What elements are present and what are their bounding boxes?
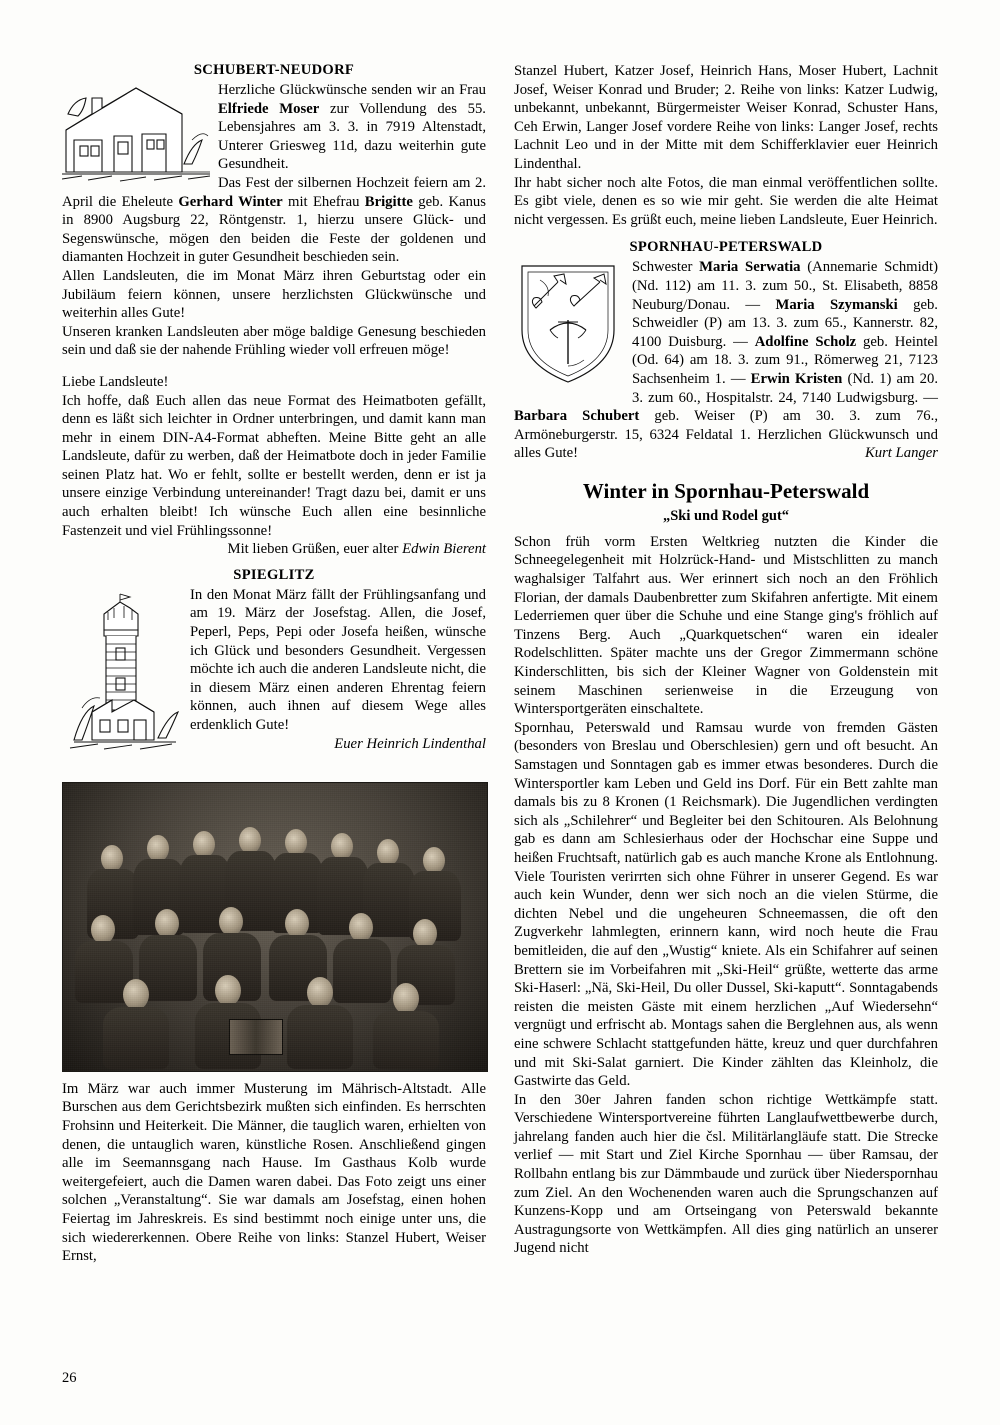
group-photo-musterung: [62, 782, 488, 1072]
paragraph-geburtstag-jubilaeum: Allen Landsleuten, die im Monat März ihren Geburtstag oder ein Jubiläum feiern können, unsere herzlichsten Glückwünsche und weiterhin alles Gute!: [62, 267, 486, 322]
paragraph-spieglitz-maerz: In den Monat März fällt der Frühlingsanfang und am 19. März der Josefstag. Allen, die Josef, Peperl, Peps, Pepi oder Josefa heißen, wünsche ich Glück und besonders Gesundheit. Vergessen möchte ich auch die anderen Landsleute nicht, die in diesem März einen anderen Ehrentag feiern können, auch ihnen auf diesem Wege alles erdenklich Gute!: [190, 586, 486, 733]
paragraph-article-3: In den 30er Jahren fanden schon richtige Wettkämpfe statt. Verschiedene Wintersportvereine führten Langlaufwettbewerbe durch, jahrelang fanden auch hier die čsl. Militärlangläufe statt. Die Strecke verlief — mit Start und Ziel Kirche Spornhau — über Ramsau, der Rollbahn entlang bis zur Dämmbaude und zurück über Niederspornhau zum Ziel. An den Wochenenden waren auch die Sprungschanzen auf Kunzens-Kopp und am Ortseingang von Peterswald bekannte Austragungsorte von Wettkämpfen. All dies ging natürlich an unserer Jugend nicht: [514, 1091, 938, 1257]
paragraph-heimatbote: Ich hoffe, daß Euch allen das neue Format des Heimatboten gefällt, denn es läßt sich leichter in Ordner unterbringen, und damit kann man mehr in einem DIN-A4-Format abheften. Meine Bitte geht an alle Landsleute, dafür zu werben, daß der Heimatbote doch in jeder Familie seinen Platz hat. Wo er fehlt, sollte er bestellt werden, denn er ist ja unsere einzige Verbindung untereinander! Tragt dazu bei, damit er uns auch erhalten bleibt! Ich wünsche Euch allen eine besinnliche Fastenzeit und viel Frühlingssonne!: [62, 392, 486, 539]
lookout-tower-drawing-icon: [68, 590, 180, 770]
two-column-layout: [62, 62, 938, 1352]
left-column: [62, 62, 486, 1266]
signature-heinrich-lindenthal: Euer Heinrich Lindenthal: [334, 735, 486, 752]
signature-edwin-bierent: Mit lieben Grüßen, euer alter Edwin Bierent: [227, 541, 486, 558]
paragraph-silberne-hochzeit: Das Fest der silbernen Hochzeit feiern am 2. April die Eheleute Gerhard Winter mit Ehefrau Brigitte geb. Kanus in 8900 Augsburg 22, Röntgenstr. 1, hierzu unsere Glück- und Segenswünsche, mögen den beiden die Feste der goldenen und diamanten Hochzeit in guter Gesundheit beschieden sein.: [62, 174, 486, 266]
paragraph-alte-fotos: Ihr habt sicher noch alte Fotos, die man einmal veröffentlichen sollte. Es gibt viele, denen es so wie mir geht. Sie werden die alte Heimat nicht vergessen. Es grüßt euch, meine lieben Landsleute, Euer Heinrich.: [514, 174, 938, 228]
paragraph-article-2: Spornhau, Peterswald und Ramsau wurde von fremden Gästen (besonders von Breslau und Oberschlesien) gern und oft besucht. An Samstagen und Sonntagen gab es immer etwas besonderes. Durch die Wintersportler kam Leben und Geld ins Dorf. Für ein Bett zahlte man damals bis zu 8 Kronen (1 Reichsmark). Die Jugendlichen verdingten sich als „Schilehrer“ und Begleiter bei den Schitouren. Als Belohnung gab es dann am Schlesierhaus oder der Hochschar eine Suppe und heißen Fruchtsaft, natürlich gab es auch manche Krone als Entlohnung. Viele Touristen verirrten sich ohne Führer in unserer Gegend. Es war auch kein Wunder, denn wer sich noch an die vielen Stürme, die dichten Nebel und die ungeheuren Schneemassen, die oft den Zugverkehr lahmlegten, erinnern kann, wird noch heute die Frau bemitleiden, die auf den „Wustig“ kniete. Als ein Schifahrer auf seinen Brettern sie im Vorbeifahren mit „Ski-Heil“ grüßte, wetterte das arme Ski-Haserl: „Nä, Ski-Heil, Du oller Dussel, Ski-kaputt“. Sonntagabends reisten die meisten Gäste mit einem herzlichen „Auf Wiedersehn“ vergnügt und erfrischt ab. Montags sahen die Berglehnen aus, als wenn eine schwere Schlacht stattgefunden hätte, kreuz und quer durchfahren und mit Ski-Salat garniert. Die Kinder zählten das Kleinholz, die Gastwirte das Geld.: [514, 719, 938, 1090]
paragraph-article-1: Schon früh vorm Ersten Weltkrieg nutzten die Kinder die Schneegelegenheit mit Holzrück-Hand- und Mistschlitten zu manch waghalsiger Talfahrt aus. Wer erinnert sich noch an den Fröhlich Florian, der damals Daubenbretter zum Skifahren anfertigte. Mit einem Lederriemen quer über die Schuhe und eine Stange ging's fröhlich auf Tinzens Berg. Auch „Quarkquetschen“ waren ein idealer Rodelschlitten. Später machte uns der Gregor Zimmermann schöne Kinderschlitten, bis sich der Kleiner Wagner von Goldenstein mit seinem Maschinen serienweise in die Erzeugung von Wintersportgeräten einschaltete.: [514, 533, 938, 718]
heading-schubert-neudorf: SCHUBERT-NEUDORF: [193, 62, 355, 78]
signature-kurt-langer: Kurt Langer: [864, 445, 938, 462]
paragraph-glueckwuensche: Herzliche Glückwünsche senden wir an Frau Elfriede Moser zur Vollendung des 55. Lebensjahres am 3. 3. in 7919 Altenstadt, Unterer Griesweg 11d, dazu weiterhin gute Gesundheit.: [218, 82, 486, 173]
paragraph-anrede: Liebe Landsleute!: [62, 373, 169, 390]
paragraph-geburtstage-spornhau: Schwester Maria Serwatia (Annemarie Schmidt) (Nd. 112) am 11. 3. zum 50., St. Elisabeth, 8858 Neuburg/Donau. — Maria Szymanski geb. Schweidler (P) am 13. 3. zum 65., Kannerstr. 82, 4100 Duisburg. — Adolfine Scholz geb. Heintel (Od. 64) am 18. 3. zum 91., Römerweg 21, 7123 Sachsenheim 1. — Erwin Kristen (Nd. 1) am 20. 3. zum 60., Hospitalstr. 24, 7140 Ludwigsburg. — Barbara Schubert geb. Weiser (P) am 30. 3. zum 76., Armöneburgerstr. 15, 6324 Feldatal 1. Herzlichen Glückwunsch und alles Gute! Kurt Langer: [514, 259, 939, 462]
farmhouse-drawing-icon: [62, 84, 210, 189]
heading-spieglitz: SPIEGLITZ: [233, 566, 315, 583]
article-subtitle: „Ski und Rodel gut“: [662, 507, 790, 524]
heading-spornhau-peterswald: SPORNHAU-PETERSWALD: [629, 239, 823, 256]
paragraph-namensliste: Stanzel Hubert, Katzer Josef, Heinrich Hans, Moser Hubert, Lachnit Josef, Weiser Konrad und Bruder; 2. Reihe von links: Katzer Ludwig, unbekannt, unbekannt, Bürgermeister Weiser Konrad, Schuster Hans, Ceh Erwin, Langer Josef vordere Reihe von links: Langer Josef, rechts Lachnit Leo und in der Mitte mit dem Schifferklavier euer Heinrich Lindenthal.: [514, 63, 938, 172]
page-number: 26: [62, 1370, 77, 1386]
right-column: [514, 62, 938, 1258]
paragraph-kranke-landsleute: Unseren kranken Landsleuten aber möge baldige Genesung beschieden sein und daß sie der nahende Frühling wieder voll erfreuen möge!: [62, 323, 486, 359]
article-title: Winter in Spornhau-Peterswald: [582, 478, 870, 503]
photo-caption: Im März war auch immer Musterung im Mährisch-Altstadt. Alle Burschen aus dem Gerichtsbezirk mußten sich einfinden. Es herrschten Frohsinn und Heiterkeit. Die Männer, die tauglich waren, erhielten von denen, die untauglich waren, künstliche Rosen. Anschließend gingen alle im Seemannsgang nach Hause. Im Gasthaus Kolb wurde weitergefeiert, auch die Damen waren dabei. Das Foto zeigt uns einer solchen „Veranstaltung“. Sie war damals am Josefstag, einen hohen Feiertag im Jahreskreis. Es sind bestimmt noch einige unter uns, die sich wiedererkennen. Obere Reihe von links: Stanzel Hubert, Weiser Ernst,: [62, 1080, 486, 1265]
coat-of-arms-mining-icon: [514, 260, 622, 388]
